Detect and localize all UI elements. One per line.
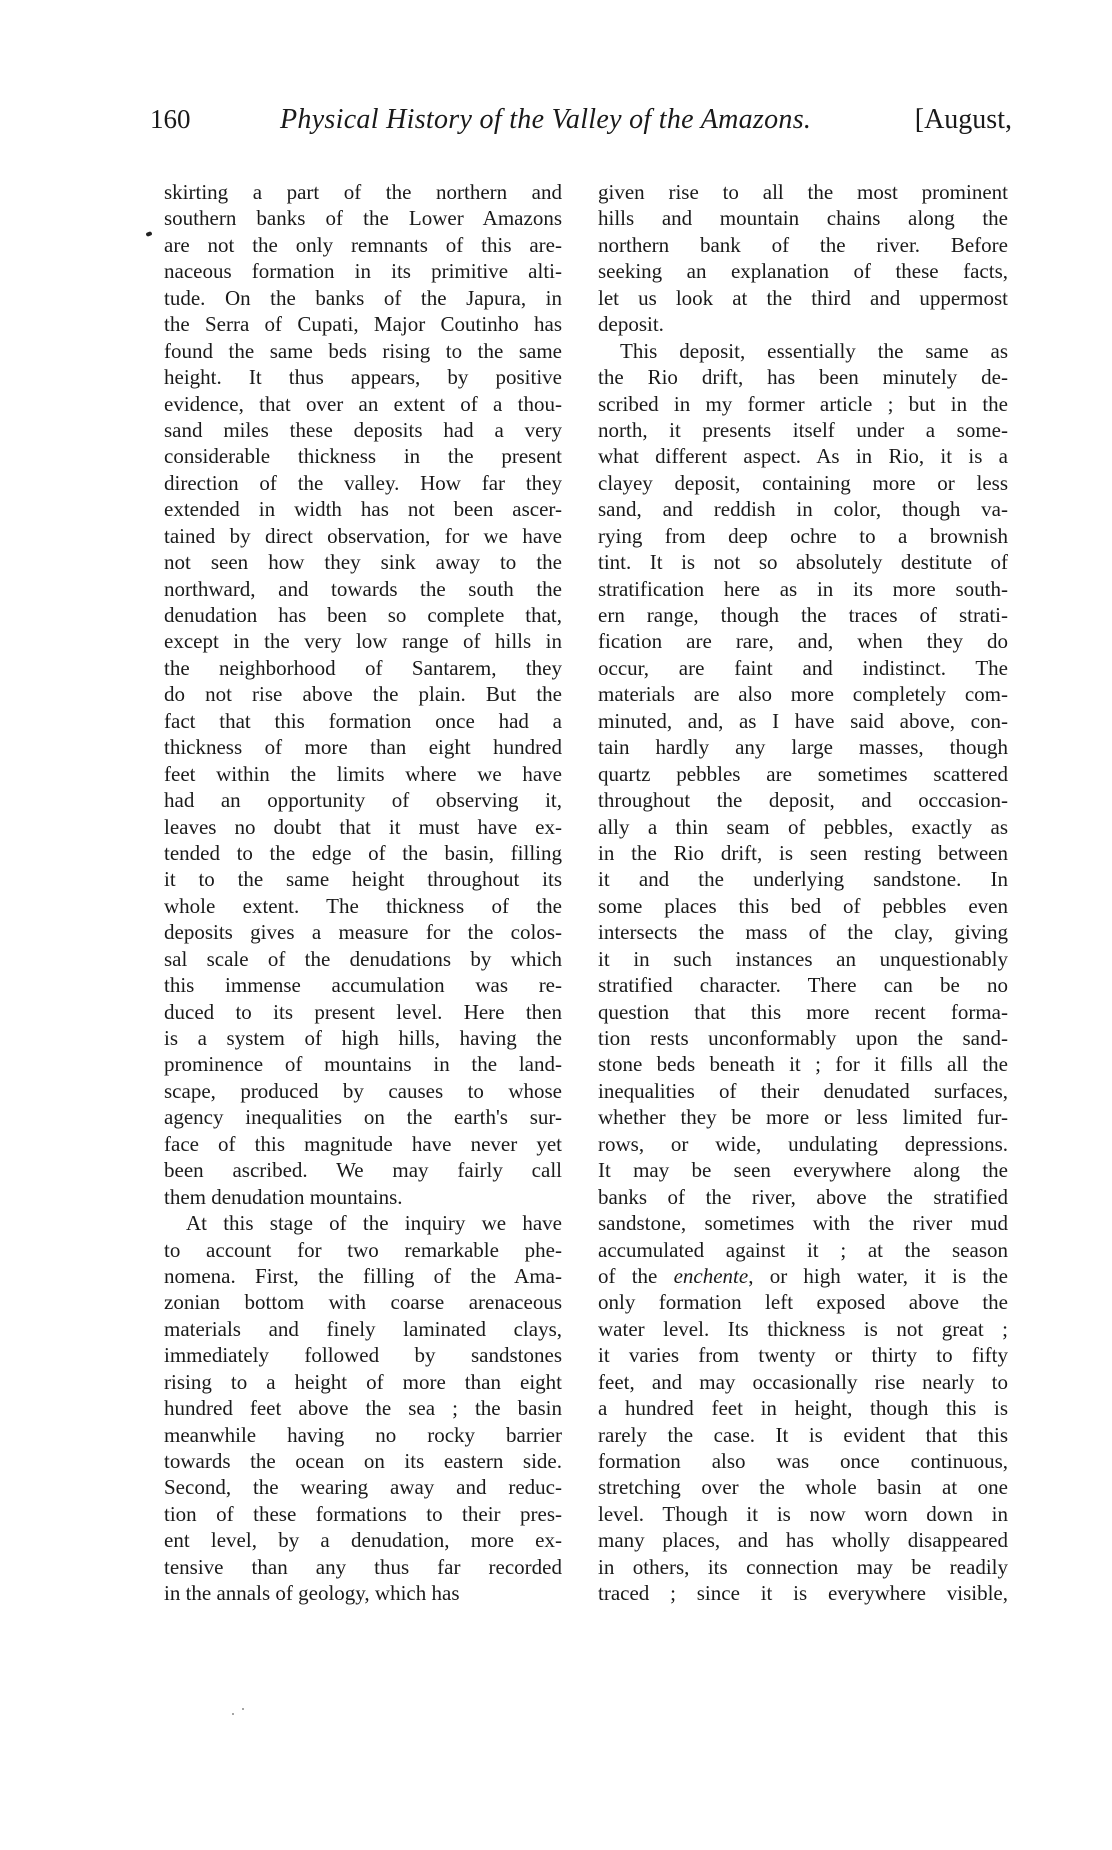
text-line: north, it presents itself under a some- xyxy=(598,417,1008,442)
text-line: in the Rio drift, is seen resting between xyxy=(598,840,1008,865)
text-line: do not rise above the plain. But the xyxy=(164,682,562,707)
text-line: what different aspect. As in Rio, it is a xyxy=(598,444,1008,469)
text-line: banks of the river, above the stratified xyxy=(598,1184,1008,1209)
text-line: had an opportunity of observing it, xyxy=(164,788,562,813)
text-line: nomena. First, the filling of the Ama- xyxy=(164,1263,562,1288)
text-line: traced ; since it is everywhere visible, xyxy=(598,1581,1008,1606)
text-line: southern banks of the Lower Amazons xyxy=(164,206,562,231)
text-line: sandstone, sometimes with the river mud xyxy=(598,1211,1008,1236)
text-line: rying from deep ochre to a brownish xyxy=(598,523,1008,548)
text-line: let us look at the third and uppermost xyxy=(598,285,1008,310)
text-line: denudation has been so complete that, xyxy=(164,603,562,627)
text-line: height. It thus appears, by positive xyxy=(164,365,562,390)
text-line: naceous formation in its primitive alti- xyxy=(164,259,562,284)
text-line: not seen how they sink away to the xyxy=(164,550,562,575)
text-line: them denudation mountains. xyxy=(164,1184,403,1209)
text-line: ally a thin seam of pebbles, exactly as xyxy=(598,814,1008,839)
text-line: zonian bottom with coarse arenaceous xyxy=(164,1290,562,1315)
text-line: scape, produced by causes to whose xyxy=(164,1078,562,1103)
text-line: deposits gives a measure for the colos- xyxy=(164,920,562,945)
text-line: tint. It is not so absolutely destitute of xyxy=(598,550,1008,575)
text-line: tained by direct observation, for we have xyxy=(164,523,562,548)
text-line: tensive than any thus far recorded xyxy=(164,1554,562,1579)
text-line: This deposit, essentially the same as xyxy=(620,338,1008,363)
text-line: are not the only remnants of this are- xyxy=(164,232,562,257)
text-line: the Serra of Cupati, Major Coutinho has xyxy=(164,312,562,337)
text-line: tain hardly any large masses, though xyxy=(598,735,1008,760)
text-line: level. Though it is now worn down in xyxy=(598,1501,1008,1526)
text-line: this immense accumulation was re- xyxy=(164,973,562,998)
page-number: 160 xyxy=(150,104,191,134)
text-line: found the same beds rising to the same xyxy=(164,338,562,363)
text-line: tude. On the banks of the Japura, in xyxy=(164,285,562,310)
running-title: Physical History of the Valley of the Amazons. xyxy=(280,104,812,135)
text-line: it to the same height throughout its xyxy=(164,867,562,892)
text-line: It may be seen everywhere along the xyxy=(598,1158,1008,1183)
text-line: duced to its present level. Here then xyxy=(164,999,562,1024)
right-column xyxy=(598,179,1008,1607)
text-line: At this stage of the inquiry we have xyxy=(186,1211,562,1236)
text-line: leaves no doubt that it must have ex- xyxy=(164,814,562,839)
text-line: quartz pebbles are sometimes scattered xyxy=(598,761,1008,786)
text-line: it and the underlying sandstone. In xyxy=(598,867,1008,892)
text-line: inequalities of their denudated surfaces, xyxy=(598,1078,1008,1103)
text-line: stone beds beneath it ; for it fills all the xyxy=(598,1052,1008,1077)
text-line: formation also was once continuous, xyxy=(598,1449,1008,1473)
text-line: agency inequalities on the earth's sur- xyxy=(164,1105,562,1130)
text-line: materials and finely laminated clays, xyxy=(164,1316,562,1341)
text-line: ent level, by a denudation, more ex- xyxy=(164,1528,562,1553)
text-line: meanwhile having no rocky barrier xyxy=(164,1422,562,1447)
margin-mark xyxy=(145,231,152,237)
text-line: Second, the wearing away and reduc- xyxy=(164,1475,562,1500)
left-column xyxy=(164,179,562,1607)
text-line: intersects the mass of the clay, giving xyxy=(598,920,1008,945)
text-line: sand miles these deposits had a very xyxy=(164,417,562,442)
text-line: tion of these formations to their pres- xyxy=(164,1501,562,1526)
text-line: rising to a height of more than eight xyxy=(164,1369,562,1394)
text-line: skirting a part of the northern and xyxy=(164,180,562,204)
text-line: rows, or wide, undulating depressions. xyxy=(598,1131,1008,1156)
text-line: hills and mountain chains along the xyxy=(598,206,1008,231)
text-line: except in the very low range of hills in xyxy=(164,629,562,654)
text-line: ern range, though the traces of strati- xyxy=(598,603,1008,627)
running-header xyxy=(150,104,1012,140)
text-line: feet, and may occasionally rise nearly to xyxy=(598,1369,1008,1394)
text-line: many places, and has wholly disappeared xyxy=(598,1528,1008,1553)
text-line: it in such instances an unquestionably xyxy=(598,946,1008,971)
text-line: sal scale of the denudations by which xyxy=(164,946,562,971)
text-line: whether they be more or less limited fur- xyxy=(598,1105,1008,1130)
text-line: question that this more recent forma- xyxy=(598,999,1008,1024)
text-line: accumulated against it ; at the season xyxy=(598,1237,1008,1262)
text-line: been ascribed. We may fairly call xyxy=(164,1158,562,1183)
text-line: evidence, that over an extent of a thou- xyxy=(164,391,562,416)
text-line: stratified character. There can be no xyxy=(598,973,1008,998)
text-line: occur, are faint and indistinct. The xyxy=(598,655,1008,680)
text-line: the Rio drift, has been minutely de- xyxy=(598,365,1008,390)
text-line: given rise to all the most prominent xyxy=(598,180,1008,204)
text-line: sand, and reddish in color, though va- xyxy=(598,497,1008,522)
text-line: fication are rare, and, when they do xyxy=(598,629,1008,654)
text-line: deposit. xyxy=(598,312,664,337)
speck xyxy=(242,1708,244,1710)
text-line: minuted, and, as I have said above, con- xyxy=(598,708,1008,733)
text-line: northward, and towards the south the xyxy=(164,576,562,601)
italic-term: enchente xyxy=(673,1263,749,1288)
text-line: seeking an explanation of these facts, xyxy=(598,259,1008,284)
text-line: stratification here as in its more south- xyxy=(598,576,1008,601)
text-line: extended in width has not been ascer- xyxy=(164,497,562,522)
text-line: considerable thickness in the present xyxy=(164,444,562,469)
text-line: northern bank of the river. Before xyxy=(598,232,1008,257)
text-line: throughout the deposit, and occcasion- xyxy=(598,788,1008,813)
text-line: scribed in my former article ; but in the xyxy=(598,391,1008,416)
text-line: it varies from twenty or thirty to fifty xyxy=(598,1343,1008,1368)
text-line: is a system of high hills, having the xyxy=(164,1026,562,1050)
text-line: towards the ocean on its eastern side. xyxy=(164,1449,562,1473)
text-line: face of this magnitude have never yet xyxy=(164,1131,562,1156)
text-line: materials are also more completely com- xyxy=(598,682,1008,707)
text-line: tended to the edge of the basin, filling xyxy=(164,840,562,865)
text-line: water level. Its thickness is not great ; xyxy=(598,1316,1008,1341)
text-line: a hundred feet in height, though this is xyxy=(598,1396,1008,1421)
text-line: thickness of more than eight hundred xyxy=(164,735,562,760)
text-line: rarely the case. It is evident that this xyxy=(598,1422,1008,1447)
text-line: in the annals of geology, which has xyxy=(164,1581,460,1606)
text-line: stretching over the whole basin at one xyxy=(598,1475,1008,1500)
text-line: the neighborhood of Santarem, they xyxy=(164,655,562,680)
text-line: only formation left exposed above the xyxy=(598,1290,1008,1315)
text-line: fact that this formation once had a xyxy=(164,708,562,733)
text-line: direction of the valley. How far they xyxy=(164,470,562,495)
speck xyxy=(232,1713,234,1715)
text-line: feet within the limits where we have xyxy=(164,761,562,786)
text-line: some places this bed of pebbles even xyxy=(598,893,1008,918)
text-line: to account for two remarkable phe- xyxy=(164,1237,562,1262)
text-line: clayey deposit, containing more or less xyxy=(598,470,1008,495)
text-line: of the enchente, or high water, it is the xyxy=(598,1263,1008,1288)
text-line: in others, its connection may be readily xyxy=(598,1554,1008,1579)
issue-month: [August, xyxy=(914,104,1012,135)
text-line: hundred feet above the sea ; the basin xyxy=(164,1396,562,1421)
text-line: prominence of mountains in the land- xyxy=(164,1052,562,1077)
text-line: tion rests unconformably upon the sand- xyxy=(598,1026,1008,1050)
text-line: immediately followed by sandstones xyxy=(164,1343,562,1368)
text-line: whole extent. The thickness of the xyxy=(164,893,562,918)
